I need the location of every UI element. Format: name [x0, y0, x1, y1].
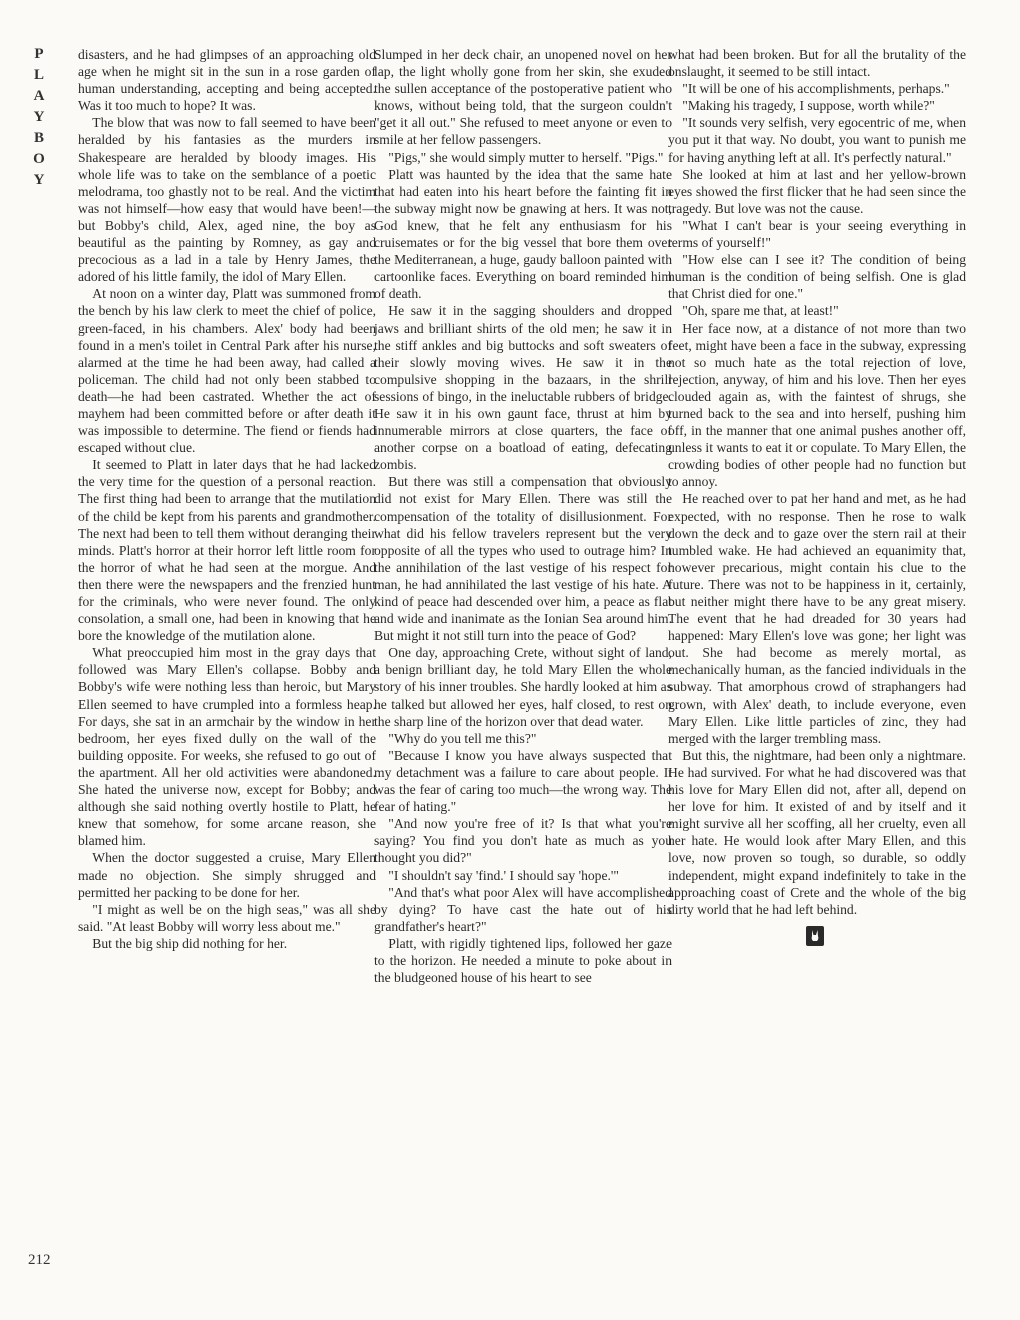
- text-column-1: [78, 46, 376, 952]
- masthead-letter: Y: [33, 172, 45, 188]
- paragraph: Platt was haunted by the idea that the same hate that had eaten into his heart before the fainting fit in the subway might now be gnawing at hers. It was not, God knew, that he felt any enthusiasm for his cruisemates or for the big vessel that bore them over the Mediterranean, a huge, gaudy balloon painted with cartoonlike faces. Everything on board reminded him of death.: [374, 166, 672, 302]
- masthead-letter: A: [33, 88, 45, 104]
- paragraph: "Pigs," she would simply mutter to herself. "Pigs.": [388, 149, 664, 165]
- paragraph: Slumped in her deck chair, an unopened novel on her lap, the light wholly gone from her skin, she exuded the sullen acceptance of the postoperative patient who knows, without being told, that the surgeon couldn't "get it all out." She refused to meet anyone or even to smile at her fellow passengers.: [374, 47, 672, 148]
- paragraph: "How else can I see it? The condition of being human is the condition of being selfish. One is glad that Christ died for one.": [668, 252, 966, 302]
- paragraph: One day, approaching Crete, without sight of land, a benign brilliant day, he told Mary Ellen the whole story of his inner troubles. She hardly looked at him as he talked but allowed her eyes, half closed, to rest on the sharp line of the horizon over that dead water.: [374, 645, 672, 729]
- masthead-letter: L: [33, 67, 44, 83]
- paragraph: When the doctor suggested a cruise, Mary Ellen made no objection. She simply shrugged and permitted her packing to be done for her.: [78, 850, 376, 900]
- paragraph: The blow that was now to fall seemed to have been heralded by his fantasies as the murders in Shakespeare are heralded by bloody images. His whole life was to take on the semblance of a poetic melodrama, too ghastly not to be real. And the victim was not himself—how easy that would have been!—but Bobby's child, Alex, aged nine, the boy as beautiful as the painting by Romney, as gay and precocious as a lad in a tale by Henry James, the adored of his little family, the idol of Mary Ellen.: [78, 115, 376, 285]
- paragraph: "And that's what poor Alex will have accomplished by dying? To have cast the hate out of his grandfather's heart?": [374, 884, 672, 934]
- paragraph: "And now you're free of it? Is that what you're saying? You find you don't hate as much as you thought you did?": [374, 816, 672, 866]
- paragraph: "Oh, spare me that, at least!": [682, 303, 839, 319]
- magazine-masthead: [22, 44, 56, 191]
- paragraph: "What I can't bear is your seeing everything in terms of yourself!": [668, 217, 966, 251]
- paragraph: "It will be one of his accomplishments, perhaps.": [682, 81, 950, 97]
- paragraph: "I might as well be on the high seas," was all she said. "At least Bobby will worry less about me.": [78, 901, 376, 934]
- text-column-3: [668, 46, 966, 946]
- masthead-letter: Y: [33, 109, 45, 125]
- paragraph: It seemed to Platt in later days that he had lacked the very time for the question of a personal reaction. The first thing had been to arrange that the mutilation of the child be kept from his parents and grandmother. The next had been to tell them without deranging their minds. Platt's horror at their horror left little room for the horror of what he had seen at the morgue. And then there were the newspapers and the frenzied hunt for the criminals, who were never found. The only consolation, a small one, had been in knowing that he bore the knowledge of the mutilation alone.: [78, 457, 376, 644]
- paragraph: But this, the nightmare, had been only a nightmare. He had survived. For what he had discovered was that his love for Mary Ellen did not, after all, depend on her love for him. It existed of and by itself and it might survive all her scoffing, all her cruelty, even all her hate. He would look after Mary Ellen, and this love, now proven so tough, so durable, so oddly independent, might expand indefinitely to take in the approaching coast of Crete and the whole of the big dirty world that he had left behind.: [668, 747, 966, 917]
- bunny-logo-icon: [806, 926, 824, 946]
- page-number: 212: [28, 1252, 51, 1268]
- paragraph: He reached over to pat her hand and met, as he had expected, with no response. Then he rose to walk down the deck and to gaze over the stern rail at their tumbled wake. He had achieved an equanimity that, however precarious, might contain his clue to the future. There was not to be happiness in it, certainly, but neither might there have to be any great misery. The event that he had dreaded for 30 years had happened: Mary Ellen's love was gone; her light was out. She had become as merely mortal, as mechanically human, as the fancied individuals in the subway. That amorphous crowd of straphangers had grown, with Alex' death, to include everyone, even Mary Ellen. Like little particles of zinc, they had merged with the larger trembling mass.: [668, 491, 966, 746]
- paragraph: "It sounds very selfish, very egocentric of me, when you put it that way. No doubt, you want to punish me for having anything left at all. It's perfectly natural.": [668, 115, 966, 165]
- paragraph: "I shouldn't say 'find.' I should say 'hope.'": [388, 867, 619, 883]
- paragraph: What preoccupied him most in the gray days that followed was Mary Ellen's collapse. Bobby and Bobby's wife were nothing less than heroic, but Mary Ellen seemed to have crumpled into a formless heap. For days, she sat in an armchair by the window in her bedroom, her eyes fixed dully on the wall of the building opposite. For weeks, she refused to go out of the apartment. All her old activities were abandoned. She hated the universe now, except for Bobby; and although she said nothing overtly hostile to Platt, he knew that somehow, for some arcane reason, she blamed him.: [78, 645, 376, 849]
- paragraph: disasters, and he had glimpses of an approaching old age when he might sit in the sun in a rose garden of human understanding, accepting and being accepted. Was it too much to hope? It was.: [78, 47, 376, 114]
- text-column-2: [374, 46, 672, 986]
- paragraph: what had been broken. But for all the brutality of the onslaught, it seemed to be still intact.: [668, 47, 966, 80]
- paragraph: But the big ship did nothing for her.: [92, 935, 288, 951]
- masthead-letter: P: [34, 46, 44, 62]
- paragraph: "Because I know you have always suspected that my detachment was a failure to care about people. It was the fear of caring too much—the wrong way. The fear of hating.": [374, 747, 672, 815]
- paragraph: Platt, with rigidly tightened lips, followed her gaze to the horizon. He needed a minute to poke about in the bludgeoned house of his heart to see: [374, 935, 672, 986]
- paragraph: She looked at him at last and her yellow-brown eyes showed the first flicker that he had seen since the tragedy. But love was not the cause.: [668, 166, 966, 216]
- paragraph: At noon on a winter day, Platt was summoned from the bench by his law clerk to meet the chief of police, green-faced, in his chambers. Alex' body had been found in a men's toilet in Central Park after his nurse, alarmed at the time he had been away, had called a policeman. The child had not only been stabbed to death—he had been castrated. Whether the act of mayhem had been committed before or after death it was impossible to determine. The fiend or fiends had escaped without clue.: [78, 286, 376, 456]
- paragraph: Her face now, at a distance of not more than two feet, might have been a face in the subway, expressing not so much hate as the total rejection of love, rejection, anyway, of him and his love. Then her eyes clouded again as, with the faintest of shrugs, she turned back to the sea and into herself, pushing him off, in the manner that one animal pushes another off, unless it wants to eat it or copulate. To Mary Ellen, the crowding bodies of other people had no function but to annoy.: [668, 320, 966, 490]
- masthead-letter: B: [33, 130, 44, 146]
- paragraph: He saw it in the sagging shoulders and dropped jaws and brilliant shirts of the old men; he saw it in the stiff ankles and big buttocks and soft sweaters of their slowly moving wives. He saw it in the compulsive shopping in the bazaars, in the shrill sessions of bingo, in the ineluctable rubbers of bridge. He saw it in his own gaunt face, thrust at him by innumerable mirrors at close quarters, the face of another corpse on a boatload of eating, defecating zombis.: [374, 303, 672, 473]
- masthead-letter: O: [33, 151, 45, 167]
- paragraph: "Making his tragedy, I suppose, worth while?": [682, 98, 935, 114]
- paragraph: "Why do you tell me this?": [388, 730, 537, 746]
- paragraph: But there was still a compensation that obviously did not exist for Mary Ellen. There was still the compensation of the totality of disillusionment. For what did his fellow travelers represent but the very opposite of all the types who used to outrage him? In the annihilation of the last vestige of his respect for man, he had annihilated the last vestige of his hate. A kind of peace had descended over him, a peace as flat and wide and inanimate as the Ionian Sea around him. But might it not still turn into the peace of God?: [374, 474, 672, 644]
